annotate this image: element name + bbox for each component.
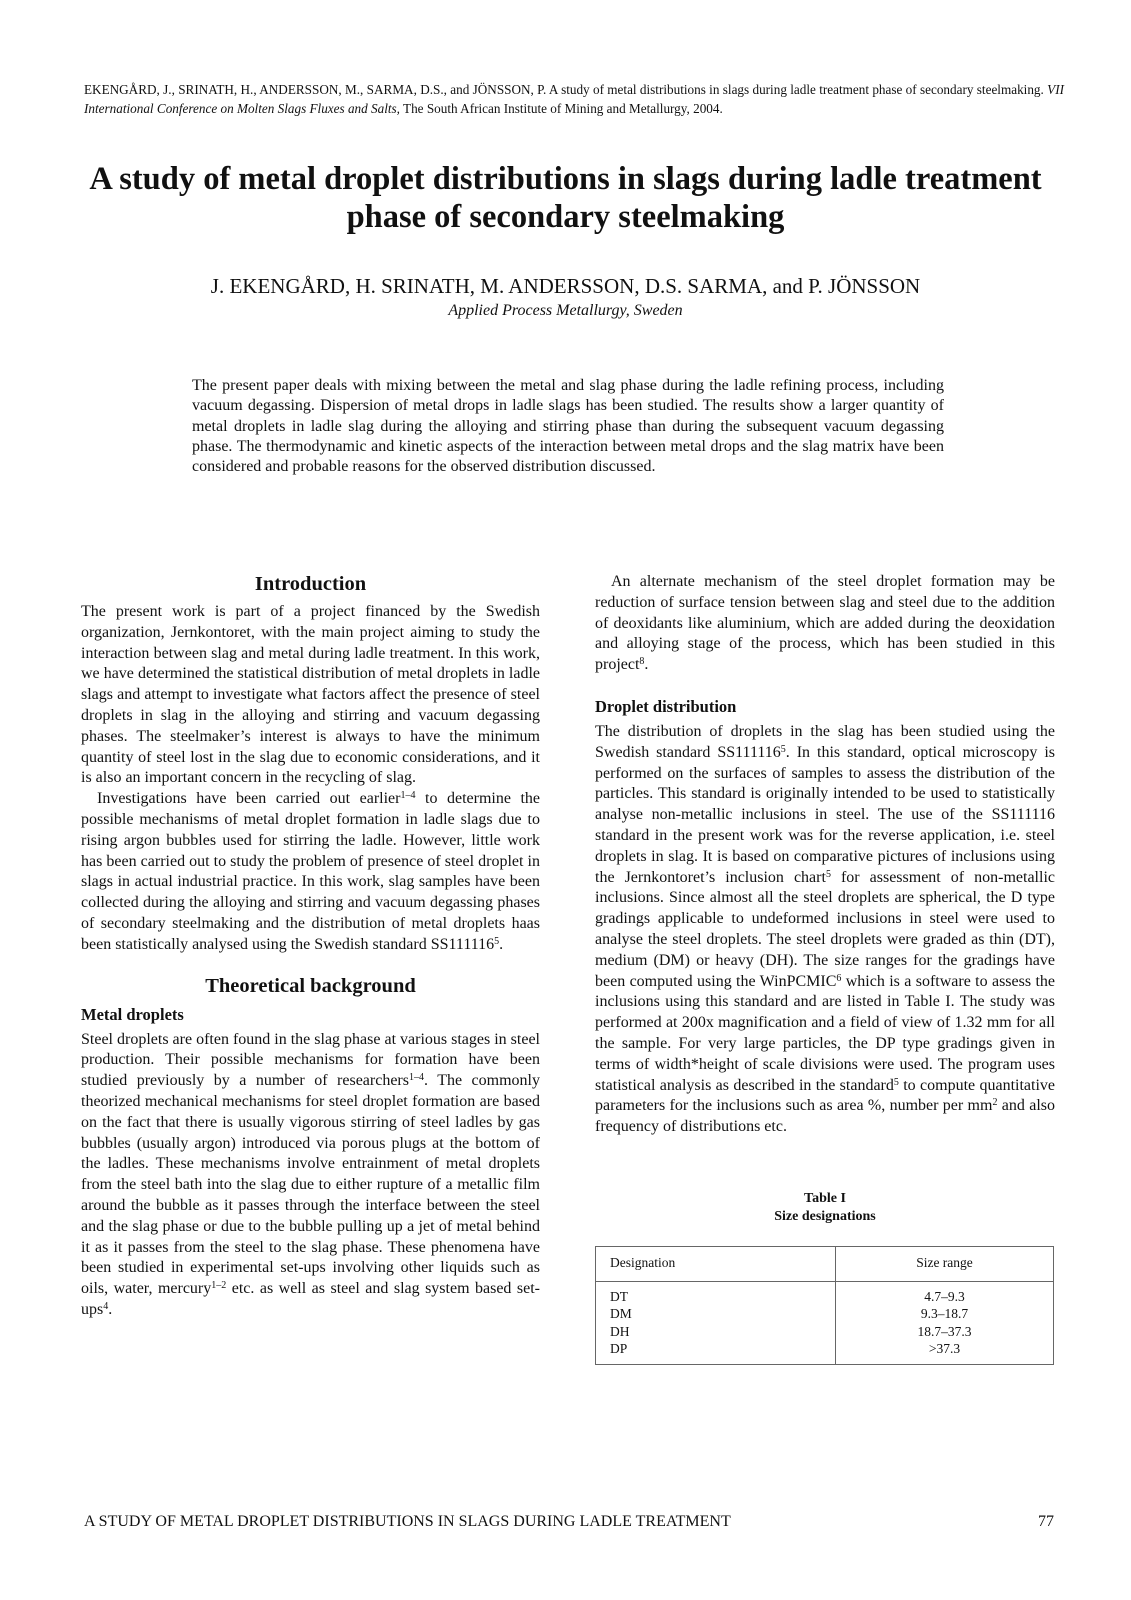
metal-p1-text-a: Steel droplets are often found in the slag phase at various stages in steel production. Their possible mechanisms for formation have been studied previously by a number of researchers — [81, 1030, 540, 1090]
reference-marker: 1–4 — [408, 1072, 424, 1084]
designation-column-header: Designation — [596, 1246, 836, 1281]
abstract: The present paper deals with mixing between the metal and slag phase during the ladle refining process, including vacuum degassing. Dispersion of metal drops in ladle slags has been studied. The results show a larger quantity of metal droplets in ladle slag during the alloying and stirring phase than during the subsequent vacuum degassing phase. The thermodynamic and kinetic aspects of the interaction between metal drops and the slag matrix have been considered and probable reasons for the observed distribution discussed. — [192, 377, 944, 476]
size-range-cell: 9.3–18.7 — [836, 1305, 1054, 1323]
designation-cell: DP — [610, 1341, 628, 1357]
reference-marker: 6 — [836, 972, 842, 984]
running-title: A STUDY OF METAL DROPLET DISTRIBUTIONS IN SLAGS DURING LADLE TREATMENT — [84, 1513, 731, 1530]
left-column — [81, 572, 540, 1321]
alternate-mechanism-paragraph — [595, 572, 1055, 676]
alt-p-text-a: An alternate mechanism of the steel droplet formation may be reduction of surface tension between slag and steel due to the addition of deoxidants like aluminium, which are added during the deoxidation and alloying stage of the process, which has been studied in this project — [595, 573, 1055, 674]
intro-p2-text-c: . — [499, 935, 504, 953]
table-row — [596, 1340, 1054, 1364]
page-footer — [84, 1512, 1054, 1532]
intro-paragraph-2 — [81, 789, 540, 955]
intro-p2-text-a: Investigations have been carried out earlier — [97, 790, 401, 808]
droplet-p-text-e: to compute quantitative parameters for the inclusions such as area %, number per mm — [595, 1076, 1055, 1115]
table-row — [596, 1281, 1054, 1305]
size-range-cell: 4.7–9.3 — [836, 1281, 1054, 1305]
table-block — [595, 1190, 1055, 1365]
table-row — [596, 1305, 1054, 1323]
designation-cell: DH — [610, 1323, 630, 1339]
size-range-cell: 18.7–37.3 — [836, 1323, 1054, 1341]
right-column — [595, 572, 1055, 1365]
size-range-column-header: Size range — [836, 1246, 1054, 1281]
table-row — [596, 1323, 1054, 1341]
droplet-p-text-a: The distribution of droplets in the slag has been studied using the Swedish standard SS111116 — [595, 722, 1055, 761]
reference-marker: 5 — [825, 868, 831, 880]
citation-conference: VII International Conference on Molten Slags Fluxes and Salts, — [84, 82, 1064, 116]
introduction-heading: Introduction — [254, 573, 367, 595]
droplet-p-text-c: for assessment of non-metallic inclusions. Since almost all the steel droplets are spherical, the D type gradings applicable to undeformed inclusions in steel were used to analyse the steel droplets. The steel droplets were graded as thin (DT), medium (DM) or heavy (DH). The size ranges for the gradings have been computed using the WinPCMIC — [595, 868, 1055, 990]
table-caption: Size designations — [774, 1208, 876, 1224]
page-number: 77 — [1038, 1513, 1054, 1530]
metal-p1-text-d: . — [108, 1300, 113, 1318]
citation-publisher: The South African Institute of Mining and Metallurgy, 2004. — [403, 101, 723, 116]
reference-marker: 4 — [103, 1300, 109, 1312]
reference-marker: 5 — [893, 1076, 899, 1088]
droplet-distribution-paragraph — [595, 722, 1055, 1138]
intro-paragraph-1: The present work is part of a project financed by the Swedish organization, Jernkontoret, with the main project aiming to study the interaction between slag and metal during ladle treatment. In this work, we have determined the statistical distribution of metal droplets in ladle slags and attempt to investigate what factors affect the presence of steel droplets in slag in the alloying and stirring and vacuum degassing phases. The steelmaker’s interest is always to have the minimum quantity of steel lost in the slag due to economic considerations, and it is also an important concern in the recycling of slag. — [81, 603, 540, 787]
droplet-p-text-d: which is a software to assess the inclusions using this standard and are listed in Table I. The study was performed at 200x magnification and a field of view of 1.32 mm for all the sample. For very large particles, the DP type gradings given in terms of width*height of scale divisions were used. The program uses statistical analysis as described in the standard — [595, 972, 1055, 1094]
metal-droplets-paragraph — [81, 1030, 540, 1321]
designation-cell: DT — [610, 1288, 628, 1304]
designation-cell: DM — [610, 1306, 632, 1322]
droplet-p-text-b: . In this standard, optical microscopy is performed on the surfaces of samples to assess the distribution of the particles. This standard is originally intended to be used to statistically analyse non-metallic inclusions in steel. The use of the SS111116 standard in the present work was for the reverse application, i.e. steel droplets in slag. It is based on comparative pictures of inclusions using the Jernkontoret’s inclusion chart — [595, 743, 1055, 886]
droplet-p-text-f: and also frequency of distributions etc. — [595, 1097, 1055, 1136]
paper-title: A study of metal droplet distributions in slags during ladle treatment phase of secondary steelmaking — [89, 161, 1042, 235]
superscript-2: 2 — [992, 1097, 998, 1109]
reference-marker: 8 — [639, 656, 645, 668]
citation-authors: EKENGÅRD, J., SRINATH, H., ANDERSSON, M., SARMA, D.S., and JÖNSSON, P. A study of metal distributions in slags during ladle treatment phase of secondary steelmaking. — [84, 82, 1044, 97]
reference-marker: 5 — [494, 935, 500, 947]
metal-p1-text-b: . The commonly theorized mechanical mechanisms for steel droplet formation are based on the fact that there is usually vigorous stirring of steel ladles by gas bubbles (usually argon) introduced via porous plugs at the bottom of the ladles. These mechanisms involve entrainment of metal droplets from the steel bath into the slag due to either rupture of a metallic film around the bubble as it passes through the interface between the steel and the slag phase or due to the bubble pulling up a jet of metal behind it as it passes from the steel to the slag phase. These phenomena have been studied in experimental set-ups involving other liquids such as oils, water, mercury — [81, 1072, 540, 1298]
table-label: Table I — [804, 1190, 846, 1206]
reference-marker: 5 — [780, 743, 786, 755]
size-range-cell: >37.3 — [836, 1340, 1054, 1364]
theoretical-background-heading: Theoretical background — [205, 974, 416, 997]
metal-droplets-heading: Metal droplets — [81, 1004, 184, 1024]
citation — [84, 80, 1064, 118]
alt-p-text-b: . — [644, 656, 649, 674]
reference-marker: 1–4 — [400, 790, 416, 802]
reference-marker: 1–2 — [211, 1280, 227, 1292]
table-header-row — [596, 1246, 1054, 1281]
size-designations-table — [595, 1246, 1054, 1365]
affiliation: Applied Process Metallurgy, Sweden — [448, 302, 683, 319]
metal-p1-text-c: etc. as well as steel and slag system based set-ups — [81, 1280, 541, 1318]
authors: J. EKENGÅRD, H. SRINATH, M. ANDERSSON, D.S. SARMA, and P. JÖNSSON — [210, 274, 921, 298]
droplet-distribution-heading: Droplet distribution — [595, 696, 737, 716]
intro-p2-text-b: to determine the possible mechanisms of metal droplet formation in ladle slags due to rising argon bubbles used for stirring the ladle. However, little work has been carried out to study the problem of presence of steel droplet in slags in actual industrial practice. In this work, slag samples have been collected during the alloying and stirring and vacuum degassing phases of secondary steelmaking and the distribution of metal droplets haas been statistically analysed using the Swedish standard SS111116 — [81, 790, 541, 953]
